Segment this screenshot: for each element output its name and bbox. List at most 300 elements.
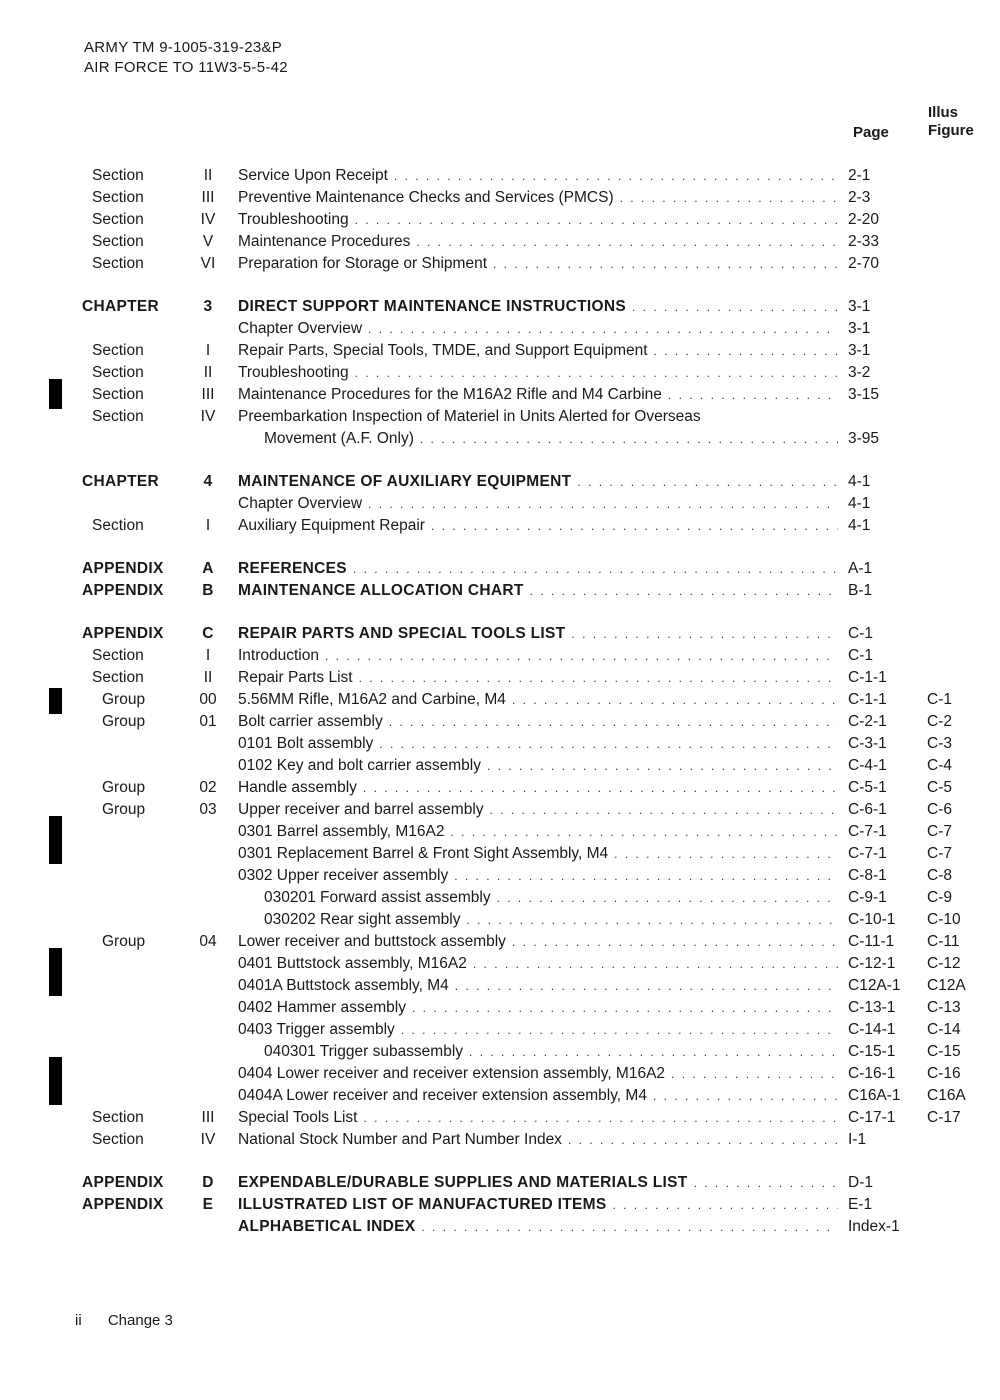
illus-header-line2: Figure (928, 122, 974, 139)
toc-entry-number: II (203, 669, 213, 686)
toc-entry-page: 3-1 (848, 320, 871, 337)
toc-entry-title (238, 1216, 838, 1238)
toc-entry-label: CHAPTER (82, 473, 160, 490)
toc-entry-title-text: Chapter Overview (238, 495, 363, 512)
toc-entry (0, 821, 1000, 843)
toc-entry-title-text: Preventive Maintenance Checks and Services (PMCS) (238, 189, 614, 206)
dot-leader (431, 515, 838, 537)
toc-entry (0, 865, 1000, 887)
toc-entry-title-text: Troubleshooting (238, 364, 349, 381)
dot-leader (632, 296, 838, 318)
toc-entry-page: C-12-1 (848, 955, 896, 972)
toc-entry-number: 00 (199, 691, 217, 708)
toc-entry-title-text: 0102 Key and bolt carrier assembly (238, 757, 481, 774)
toc-entry-label: CHAPTER (82, 298, 160, 315)
toc-entry (0, 909, 1000, 931)
toc-entry-page: 2-1 (848, 167, 871, 184)
toc-entry-figure: C-1 (927, 691, 952, 708)
toc-entry-title (238, 711, 838, 733)
toc-entry (0, 1216, 1000, 1238)
toc-entry-title-text: ILLUSTRATED LIST OF MANUFACTURED ITEMS (238, 1196, 607, 1213)
toc-entry (0, 362, 1000, 384)
change-notice: Change 3 (107, 1312, 173, 1329)
toc-entry-title (238, 689, 838, 711)
toc-entry-figure: C-7 (927, 823, 952, 840)
toc-entry-page: 2-70 (848, 255, 880, 272)
toc-entry-number: I (205, 647, 211, 664)
toc-entry-number: 03 (199, 801, 217, 818)
toc-entry-number: 04 (199, 933, 217, 950)
toc-entry (0, 253, 1000, 275)
toc-entry (0, 799, 1000, 821)
toc-entry-title-text: 0402 Hammer assembly (238, 999, 406, 1016)
toc-entry-title-text: Repair Parts, Special Tools, TMDE, and Support Equipment (238, 342, 648, 359)
toc-entry (0, 997, 1000, 1019)
toc-entry-title (238, 296, 838, 318)
toc-entry-title-text: 0401A Buttstock assembly, M4 (238, 977, 449, 994)
dot-leader (487, 755, 838, 777)
dot-leader (420, 428, 838, 450)
toc-entry-label: Group (102, 933, 146, 950)
toc-entry-number: III (201, 189, 215, 206)
toc-entry-figure: C-4 (927, 757, 952, 774)
toc-entry (0, 209, 1000, 231)
toc-entry-page: 3-1 (848, 342, 871, 359)
toc-entry-number: II (203, 364, 213, 381)
toc-entry-title (238, 953, 838, 975)
toc-entry-title (238, 471, 838, 493)
toc-entry-title-text: MAINTENANCE ALLOCATION CHART (238, 582, 524, 599)
toc-entry-title-text: Repair Parts List (238, 669, 353, 686)
toc-entry (0, 1129, 1000, 1151)
toc-entry-title-text: Special Tools List (238, 1109, 358, 1126)
dot-leader (353, 558, 838, 580)
toc-entry (0, 953, 1000, 975)
toc-entry-title-text: Lower receiver and buttstock assembly (238, 933, 506, 950)
toc-entry-title-text: Maintenance Procedures for the M16A2 Rifle and M4 Carbine (238, 386, 662, 403)
dot-leader (363, 777, 838, 799)
dot-leader (497, 887, 838, 909)
toc-entry-title (238, 515, 838, 537)
toc-entry-number: III (201, 1109, 215, 1126)
toc-entry-title-text: Preparation for Storage or Shipment (238, 255, 487, 272)
toc-entry-number: I (205, 517, 211, 534)
toc-entry-title (238, 362, 838, 384)
toc-entry-page: E-1 (848, 1196, 873, 1213)
toc-entry-title-text: Maintenance Procedures (238, 233, 411, 250)
toc-entry (0, 1085, 1000, 1107)
toc-entry-title (238, 1107, 838, 1129)
toc-entry-page: C-7-1 (848, 845, 887, 862)
toc-entry-title-text: 5.56MM Rifle, M16A2 and Carbine, M4 (238, 691, 506, 708)
toc-entry-figure: C-12 (927, 955, 961, 972)
toc-entry-title (264, 428, 838, 450)
toc-entry (0, 231, 1000, 253)
dot-leader (577, 471, 838, 493)
toc-entry-page: C-1 (848, 625, 873, 642)
toc-entry-page: A-1 (848, 560, 873, 577)
toc-entry-number: D (202, 1174, 214, 1191)
toc-entry-figure: C-16 (927, 1065, 961, 1082)
toc-entry-label: Section (92, 1109, 144, 1126)
toc-entry-title (238, 1019, 838, 1041)
toc-entry (0, 428, 1000, 450)
toc-entry-title (238, 253, 838, 275)
dot-leader (368, 493, 838, 515)
toc-entry-page: C-3-1 (848, 735, 887, 752)
toc-entry-label: Section (92, 364, 144, 381)
dot-leader (654, 340, 838, 362)
dot-leader (653, 1085, 838, 1107)
toc-entry-page: 3-2 (848, 364, 871, 381)
toc-entry-title (238, 187, 838, 209)
toc-entry (0, 471, 1000, 493)
toc-entry-figure: C-8 (927, 867, 952, 884)
toc-entry-title-text: 0403 Trigger assembly (238, 1021, 395, 1038)
toc-entry-title-text: 0404 Lower receiver and receiver extension assembly, M16A2 (238, 1065, 666, 1082)
toc-entry-page: C-2-1 (848, 713, 887, 730)
toc-entry-label: Section (92, 517, 144, 534)
illus-figure-column-header (928, 104, 974, 140)
toc-entry (0, 1019, 1000, 1041)
dot-leader (469, 1041, 838, 1063)
toc-entry (0, 580, 1000, 602)
toc-entry-page: I-1 (848, 1131, 867, 1148)
toc-entry-figure: C-13 (927, 999, 961, 1016)
toc-entry-title (238, 1194, 838, 1216)
toc-entry-title (238, 165, 838, 187)
toc-entry-number: IV (200, 211, 216, 228)
toc-entry-page: C16A-1 (848, 1087, 901, 1104)
toc-entry (0, 645, 1000, 667)
dot-leader (530, 580, 838, 602)
dot-leader (620, 187, 838, 209)
toc-entry-label: Section (92, 1131, 144, 1148)
dot-leader (454, 865, 838, 887)
toc-entry-figure: C-2 (927, 713, 952, 730)
toc-entry-title (238, 580, 838, 602)
toc-entry-number: E (202, 1196, 214, 1213)
toc-entry-number: 01 (199, 713, 217, 730)
toc-entry-page: C-9-1 (848, 889, 887, 906)
toc-entry (0, 165, 1000, 187)
toc-entry-title-text: 0302 Upper receiver assembly (238, 867, 449, 884)
toc-entry (0, 493, 1000, 515)
toc-entry-title-text: DIRECT SUPPORT MAINTENANCE INSTRUCTIONS (238, 298, 627, 315)
dot-leader (466, 909, 838, 931)
toc-entry-title (238, 843, 838, 865)
toc-entry-title (238, 755, 838, 777)
toc-entry (0, 1172, 1000, 1194)
dot-leader (568, 1129, 838, 1151)
toc-entry (0, 1107, 1000, 1129)
toc-entry-label: APPENDIX (82, 582, 164, 599)
toc-entry-figure: C-7 (927, 845, 952, 862)
dot-leader (671, 1063, 838, 1085)
toc-entry-title-text: Handle assembly (238, 779, 357, 796)
toc-entry-page: 4-1 (848, 495, 871, 512)
toc-entry-page: 3-95 (848, 430, 880, 447)
toc-entry-title-text: 030201 Forward assist assembly (264, 889, 491, 906)
toc-entry-page: C-15-1 (848, 1043, 896, 1060)
toc-entry-page: C-1-1 (848, 691, 887, 708)
toc-entry-title (238, 821, 838, 843)
toc-entry-title (264, 909, 838, 931)
toc-entry (0, 340, 1000, 362)
toc-entry-figure: C-5 (927, 779, 952, 796)
toc-entry-page: C-4-1 (848, 757, 887, 774)
toc-entry (0, 667, 1000, 689)
toc-entry-label: Section (92, 211, 144, 228)
toc-entry-label: APPENDIX (82, 625, 164, 642)
toc-entry-page: C-14-1 (848, 1021, 896, 1038)
toc-entry-number: 3 (203, 298, 213, 315)
dot-leader (614, 843, 838, 865)
toc-entry-number: 4 (203, 473, 213, 490)
toc-entry-page: C-10-1 (848, 911, 896, 928)
toc-entry-page: 2-33 (848, 233, 880, 250)
toc-entry-label: APPENDIX (82, 1196, 164, 1213)
toc-entry-title (238, 931, 838, 953)
toc-entry-page: C-1 (848, 647, 873, 664)
toc-entry-figure: C12A (927, 977, 966, 994)
toc-entry-label: Section (92, 233, 144, 250)
toc-entry (0, 1063, 1000, 1085)
dot-leader (512, 689, 838, 711)
toc-entry-figure: C-11 (927, 933, 960, 950)
toc-entry (0, 558, 1000, 580)
dot-leader (363, 1107, 838, 1129)
toc-entry (0, 777, 1000, 799)
dot-leader (512, 931, 838, 953)
toc-entry-title (238, 1063, 838, 1085)
dot-leader (450, 821, 838, 843)
toc-entry (0, 689, 1000, 711)
toc-entry-figure: C-3 (927, 735, 952, 752)
page-number: ii (75, 1312, 82, 1329)
dot-leader (455, 975, 838, 997)
dot-leader (571, 623, 838, 645)
dot-leader (694, 1172, 838, 1194)
document-header (84, 38, 288, 78)
toc-entry-title (238, 318, 838, 340)
dot-leader (368, 318, 838, 340)
dot-leader (668, 384, 838, 406)
toc-entry-page: 3-15 (848, 386, 880, 403)
toc-entry-number: VI (200, 255, 216, 272)
toc-entry-label: APPENDIX (82, 560, 164, 577)
toc-entry-title (264, 1041, 838, 1063)
dot-leader (325, 645, 838, 667)
toc-entry-title (238, 777, 838, 799)
toc-entry-title-text: Movement (A.F. Only) (264, 430, 414, 447)
toc-entry-title (238, 667, 838, 689)
toc-entry (0, 406, 1000, 428)
toc-entry-page: 2-3 (848, 189, 871, 206)
toc-entry-title (238, 384, 838, 406)
toc-entry-title-text: Chapter Overview (238, 320, 363, 337)
toc-entry-title-text: REFERENCES (238, 560, 347, 577)
toc-entry (0, 187, 1000, 209)
toc-entry-title (238, 1129, 838, 1151)
toc-entry-title-text: Service Upon Receipt (238, 167, 388, 184)
toc-entry-title (238, 645, 838, 667)
toc-entry-title (238, 209, 838, 231)
toc-entry-page: D-1 (848, 1174, 873, 1191)
table-of-contents (0, 165, 1000, 1238)
toc-entry-number: V (202, 233, 214, 250)
toc-entry-title-text: REPAIR PARTS AND SPECIAL TOOLS LIST (238, 625, 566, 642)
page-column-header: Page (853, 124, 889, 141)
toc-entry-label: Group (102, 801, 146, 818)
toc-entry-title (238, 865, 838, 887)
toc-entry-label: Group (102, 779, 146, 796)
toc-entry-title-text: MAINTENANCE OF AUXILIARY EQUIPMENT (238, 473, 572, 490)
toc-entry (0, 755, 1000, 777)
toc-entry-number: 02 (199, 779, 217, 796)
toc-entry-page: 2-20 (848, 211, 880, 228)
toc-entry (0, 887, 1000, 909)
toc-entry-title-text: 0301 Replacement Barrel & Front Sight Assembly, M4 (238, 845, 609, 862)
toc-entry-label: Group (102, 713, 146, 730)
toc-entry (0, 975, 1000, 997)
toc-entry (0, 296, 1000, 318)
toc-entry-label: Section (92, 669, 144, 686)
toc-entry-label: Section (92, 408, 144, 425)
toc-entry-title-text: 0301 Barrel assembly, M16A2 (238, 823, 445, 840)
toc-entry-title-text: 0404A Lower receiver and receiver extension assembly, M4 (238, 1087, 647, 1104)
toc-entry-page: C-8-1 (848, 867, 887, 884)
toc-entry (0, 623, 1000, 645)
dot-leader (612, 1194, 838, 1216)
dot-leader (355, 209, 838, 231)
toc-entry-title (238, 975, 838, 997)
toc-entry (0, 515, 1000, 537)
toc-entry-figure: C-17 (927, 1109, 961, 1126)
dot-leader (359, 667, 838, 689)
toc-entry-title (238, 997, 838, 1019)
toc-entry-page: B-1 (848, 582, 873, 599)
toc-entry-title-text: Troubleshooting (238, 211, 349, 228)
toc-entry-title-text: 030202 Rear sight assembly (264, 911, 461, 928)
toc-entry-title-text: ALPHABETICAL INDEX (238, 1218, 416, 1235)
toc-entry-title (238, 623, 838, 645)
dot-leader (379, 733, 838, 755)
dot-leader (421, 1216, 838, 1238)
toc-entry (0, 733, 1000, 755)
toc-entry-figure: C-14 (927, 1021, 961, 1038)
toc-entry-number: A (202, 560, 214, 577)
toc-entry-label: Group (102, 691, 146, 708)
toc-entry-title (238, 340, 838, 362)
air-force-to-number: AIR FORCE TO 11W3-5-5-42 (84, 59, 288, 76)
toc-entry (0, 384, 1000, 406)
toc-entry-page: C-1-1 (848, 669, 887, 686)
toc-entry-number: B (202, 582, 214, 599)
toc-entry-number: C (202, 625, 214, 642)
toc-entry-title (238, 1085, 838, 1107)
toc-entry (0, 931, 1000, 953)
toc-entry-label: Section (92, 167, 144, 184)
toc-entry-page: 4-1 (848, 517, 871, 534)
toc-entry-figure: C-10 (927, 911, 961, 928)
toc-entry-page: Index-1 (848, 1218, 900, 1235)
toc-entry-title-text: 0401 Buttstock assembly, M16A2 (238, 955, 467, 972)
toc-entry-figure: C-9 (927, 889, 952, 906)
army-tm-number: ARMY TM 9-1005-319-23&P (84, 39, 283, 56)
toc-entry-page: C-5-1 (848, 779, 887, 796)
toc-entry-title-text: Auxiliary Equipment Repair (238, 517, 425, 534)
toc-entry-number: IV (200, 1131, 216, 1148)
dot-leader (412, 997, 838, 1019)
toc-entry-page: C-13-1 (848, 999, 896, 1016)
toc-entry-title-text: 040301 Trigger subassembly (264, 1043, 464, 1060)
toc-entry-title (238, 231, 838, 253)
toc-entry-title-text: 0101 Bolt assembly (238, 735, 374, 752)
toc-entry-title (238, 799, 838, 821)
page-footer (75, 1312, 195, 1329)
toc-entry (0, 843, 1000, 865)
toc-entry-page: 3-1 (848, 298, 871, 315)
toc-entry-title (238, 493, 838, 515)
toc-entry (0, 711, 1000, 733)
toc-entry-title-text: Bolt carrier assembly (238, 713, 383, 730)
toc-entry (0, 1041, 1000, 1063)
toc-entry-title (238, 1172, 838, 1194)
toc-entry-title-text: Preembarkation Inspection of Materiel in Units Alerted for Overseas (238, 408, 701, 425)
toc-entry-label: APPENDIX (82, 1174, 164, 1191)
toc-entry-label: Section (92, 647, 144, 664)
toc-entry-page: C-6-1 (848, 801, 887, 818)
toc-entry-title-text: National Stock Number and Part Number Index (238, 1131, 562, 1148)
toc-entry-figure: C16A (927, 1087, 966, 1104)
toc-entry (0, 318, 1000, 340)
toc-entry-title (238, 558, 838, 580)
toc-entry-number: III (201, 386, 215, 403)
toc-entry-page: C-17-1 (848, 1109, 896, 1126)
dot-leader (490, 799, 838, 821)
toc-entry-label: Section (92, 255, 144, 272)
toc-entry-title (238, 733, 838, 755)
toc-entry-label: Section (92, 189, 144, 206)
toc-entry-page: C-11-1 (848, 933, 895, 950)
toc-entry-title-text: EXPENDABLE/DURABLE SUPPLIES AND MATERIALS LIST (238, 1174, 688, 1191)
toc-entry-title-text: Upper receiver and barrel assembly (238, 801, 484, 818)
dot-leader (355, 362, 838, 384)
toc-entry (0, 1194, 1000, 1216)
toc-entry-label: Section (92, 342, 144, 359)
toc-entry-number: I (205, 342, 211, 359)
toc-entry-title-text: Introduction (238, 647, 319, 664)
dot-leader (493, 253, 838, 275)
toc-entry-page: C-7-1 (848, 823, 887, 840)
toc-entry-figure: C-6 (927, 801, 952, 818)
dot-leader (473, 953, 838, 975)
dot-leader (416, 231, 838, 253)
toc-entry-label: Section (92, 386, 144, 403)
toc-entry-page: 4-1 (848, 473, 871, 490)
toc-entry-figure: C-15 (927, 1043, 961, 1060)
dot-leader (394, 165, 838, 187)
toc-entry-number: IV (200, 408, 216, 425)
toc-entry-page: C-16-1 (848, 1065, 896, 1082)
dot-leader (401, 1019, 838, 1041)
toc-entry-page: C12A-1 (848, 977, 901, 994)
toc-entry-title (264, 887, 838, 909)
toc-entry-number: II (203, 167, 213, 184)
illus-header-line1: Illus (928, 104, 959, 121)
toc-entry-title (238, 406, 838, 428)
